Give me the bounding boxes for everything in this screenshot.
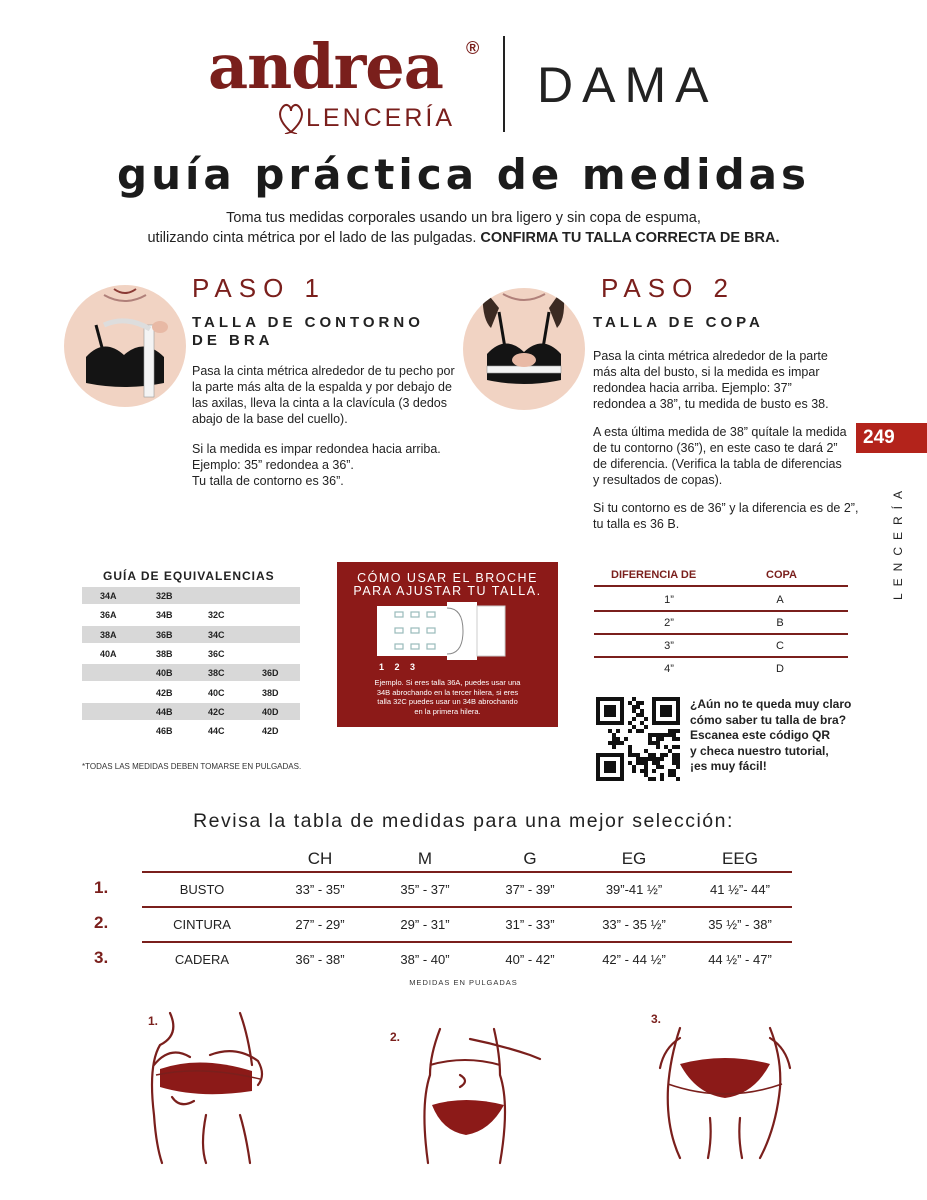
equivalence-cell: 34B: [156, 610, 173, 621]
step1-subtitle-line-1: TALLA DE CONTORNO: [192, 314, 424, 331]
equivalence-cell: 40C: [208, 687, 225, 698]
size-row: [82, 908, 792, 944]
cup-value: A: [776, 594, 784, 606]
intro-line-1: Toma tus medidas corporales usando un bra ligero y sin copa de espuma,: [226, 210, 701, 226]
hook-example-line: 34B abrochando en la tercer hilera, si eres: [376, 687, 519, 697]
step1-text-line: la parte más alta de la espalda y por debajo de: [192, 380, 452, 394]
size-value: 27” - 29”: [295, 917, 345, 932]
bra-measure-front-icon: [463, 288, 585, 410]
equivalence-cell: 40A: [100, 648, 117, 659]
size-value: 29” - 31”: [400, 917, 450, 932]
size-value: 37” - 39”: [505, 882, 555, 897]
step2-text-line: redondea a 38”, tu medida de busto es 38.: [593, 397, 829, 411]
step2-text: [593, 348, 858, 532]
difference-value: 3”: [664, 640, 674, 652]
size-value: 40” - 42”: [505, 952, 555, 967]
registered-mark: ®: [466, 38, 480, 58]
step2-text-line: redondea hacia arriba. Ejemplo: 37”: [593, 381, 792, 395]
equivalence-row: [82, 587, 300, 604]
step2-text-line: A esta última medida de 38” quítale la medida: [593, 425, 847, 439]
equivalence-row: [82, 626, 300, 643]
intro-line-2-text: utilizando cinta métrica por el lado de las pulgadas.: [147, 230, 477, 246]
step1-illustration: [64, 285, 186, 407]
bust-measure-figure: [140, 1005, 280, 1165]
equivalence-row: [82, 645, 300, 662]
equivalence-cell: 42D: [262, 726, 279, 737]
equivalence-cell: 36B: [156, 629, 173, 640]
size-row: [82, 873, 792, 909]
section-title: DAMA: [537, 57, 718, 113]
size-row: [82, 943, 792, 979]
size-value: 33” - 35 ½”: [602, 917, 666, 932]
step2-text-line: tu talla es 36 B.: [593, 517, 680, 531]
hook-guide-example: [337, 678, 558, 716]
difference-row: [594, 658, 848, 681]
step1-subtitle: [192, 314, 424, 350]
equivalence-note: *TODAS LAS MEDIDAS DEBEN TOMARSE EN PULGADAS.: [82, 762, 302, 771]
difference-value: 4”: [664, 663, 674, 675]
difference-row: [594, 612, 848, 635]
cup-header: COPA: [766, 569, 797, 581]
size-row-label: CADERA: [174, 952, 230, 967]
waist-measure-figure: [400, 1025, 550, 1165]
equivalence-cell: 44B: [156, 706, 173, 717]
equivalence-title: GUÍA DE EQUIVALENCIAS: [103, 569, 275, 583]
equivalence-cell: 40D: [262, 706, 279, 717]
equivalence-cell: 32B: [156, 591, 173, 601]
hook-row-numbers: 1 2 3: [379, 662, 420, 672]
intro-text: [0, 208, 927, 248]
equivalence-row: [82, 606, 300, 623]
equivalence-row: [82, 722, 300, 739]
side-section-label: LENCERÍA: [891, 483, 905, 600]
difference-row: [594, 589, 848, 612]
step1-text-line: Pasa la cinta métrica alrededor de tu pecho por: [192, 364, 455, 378]
equivalence-cell: 38C: [208, 668, 225, 679]
size-column-header: EG: [621, 849, 647, 868]
equivalence-row: [82, 664, 300, 681]
size-row-number: 1.: [94, 878, 109, 897]
header-divider: [503, 36, 505, 132]
brand-subtitle: LENCERÍA: [306, 104, 456, 132]
size-table-note: MEDIDAS EN PULGADAS: [409, 978, 518, 987]
size-value: 35” - 37”: [400, 882, 450, 897]
size-value: 42” - 44 ½”: [602, 952, 666, 967]
cup-value: C: [776, 640, 784, 652]
difference-value: 1”: [664, 594, 674, 606]
equivalence-cell: 36A: [100, 610, 117, 621]
hook-example-line: talla 32C puedes usar un 34B abrochando: [377, 697, 518, 706]
hook-example-line: Ejemplo. Si eres talla 36A, puedes usar una: [374, 678, 521, 687]
qr-code-icon: [596, 697, 680, 781]
size-row-number: 3.: [94, 948, 109, 967]
qr-text-line: cómo saber tu talla de bra?: [690, 712, 847, 727]
hip-measure-figure: [650, 1008, 800, 1160]
step2-text-line: más alta del busto, si la medida es impar: [593, 365, 820, 379]
step1-text-line: las axilas, lleva la cinta a la clavícula (3 dedos: [192, 396, 447, 410]
size-value: 41 ½”- 44”: [710, 882, 770, 897]
equivalence-cell: 38B: [156, 648, 173, 659]
equivalence-cell: 42B: [156, 687, 173, 698]
size-row-number: 2.: [94, 913, 109, 932]
equivalence-cell: 40B: [156, 668, 173, 679]
difference-value: 2”: [664, 617, 674, 629]
hook-guide-box: [337, 562, 558, 727]
step1-title: PASO 1: [192, 273, 327, 303]
size-column-header: M: [417, 849, 433, 868]
step2-text-line: Si tu contorno es de 36” y la diferencia es de 2”,: [593, 501, 859, 515]
size-column-header: EEG: [722, 849, 758, 868]
step2-text-line: de diferencia. (Verifica la tabla de diferencias: [593, 457, 842, 471]
difference-header: DIFERENCIA DE: [611, 569, 697, 581]
qr-text: [690, 697, 851, 775]
size-column-header: G: [523, 849, 537, 868]
size-value: 31” - 33”: [505, 917, 555, 932]
size-value: 33” - 35”: [295, 882, 345, 897]
size-value: 36” - 38”: [295, 952, 345, 967]
equivalence-cell: 46B: [156, 726, 173, 737]
size-row-label: BUSTO: [179, 882, 225, 897]
size-value: 44 ½” - 47”: [708, 952, 772, 967]
step1-text-line: Si la medida es impar redondea hacia arriba.: [192, 442, 441, 456]
intro-line-2-bold: CONFIRMA TU TALLA CORRECTA DE BRA.: [480, 230, 780, 246]
step2-subtitle: TALLA DE COPA: [593, 314, 764, 331]
hook-guide-title-line-2: PARA AJUSTAR TU TALLA.: [353, 584, 542, 598]
step1-text-line: Tu talla de contorno es 36”.: [192, 474, 344, 488]
page-number-tab: 249: [856, 423, 927, 453]
equivalence-cell: 44C: [208, 726, 225, 737]
size-table-title: Revisa la tabla de medidas para una mejor selección:: [193, 810, 734, 832]
figure-1-number: 1.: [148, 1014, 159, 1028]
hook-example-line: en la primera hilera.: [414, 706, 481, 716]
page-title: guía práctica de medidas: [117, 150, 810, 199]
equivalence-cell: 42C: [208, 706, 225, 717]
equivalence-cell: 38D: [262, 687, 279, 698]
step1-text-line: Ejemplo: 35” redondea a 36”.: [192, 458, 354, 472]
step1-text: [192, 363, 455, 489]
equivalence-row: [82, 703, 300, 720]
intro-line-2: [0, 228, 927, 248]
figure-2-number: 2.: [390, 1030, 401, 1044]
step2-title: PASO 2: [601, 273, 736, 303]
equivalence-cell: 36D: [262, 668, 279, 679]
cup-value: B: [776, 617, 784, 629]
step1-subtitle-line-2: DE BRA: [192, 332, 274, 349]
brand-logo: andrea: [208, 30, 443, 103]
size-column-header: CH: [307, 849, 333, 868]
equivalence-cell: 34A: [100, 591, 117, 601]
qr-text-line: ¿Aún no te queda muy claro: [690, 697, 852, 711]
step1-text-line: abajo de la base del cuello).: [192, 412, 348, 426]
difference-row: [594, 635, 848, 658]
qr-text-line: y checa nuestro tutorial,: [690, 743, 829, 758]
qr-text-line: ¡es muy fácil!: [690, 759, 767, 773]
hook-guide-title-line-1: CÓMO USAR EL BROCHE: [357, 571, 538, 585]
step2-text-line: y resultados de copas).: [593, 473, 723, 487]
hook-guide-title: [337, 572, 558, 598]
difference-header-line: [594, 585, 848, 587]
step2-illustration: [463, 288, 585, 410]
step2-text-line: de tu contorno (36”), en este caso te dará 2”: [593, 441, 838, 455]
equivalence-cell: 36C: [208, 648, 225, 659]
size-value: 35 ½” - 38”: [708, 917, 772, 932]
step2-text-line: Pasa la cinta métrica alrededor de la parte: [593, 349, 828, 363]
qr-text-line: Escanea este código QR: [690, 728, 831, 742]
bra-hook-icon: [377, 602, 517, 660]
heart-ribbon-icon: [276, 98, 306, 134]
cup-value: D: [776, 663, 784, 675]
size-value: 39”-41 ½”: [605, 882, 663, 897]
equivalence-row: [82, 684, 300, 701]
bra-measure-back-icon: [64, 285, 186, 407]
figure-3-number: 3.: [651, 1012, 662, 1026]
equivalence-cell: 38A: [100, 629, 117, 640]
size-value: 38” - 40”: [400, 952, 450, 967]
equivalence-cell: 34C: [208, 629, 225, 640]
equivalence-cell: 32C: [208, 610, 225, 621]
size-row-label: CINTURA: [173, 917, 231, 932]
